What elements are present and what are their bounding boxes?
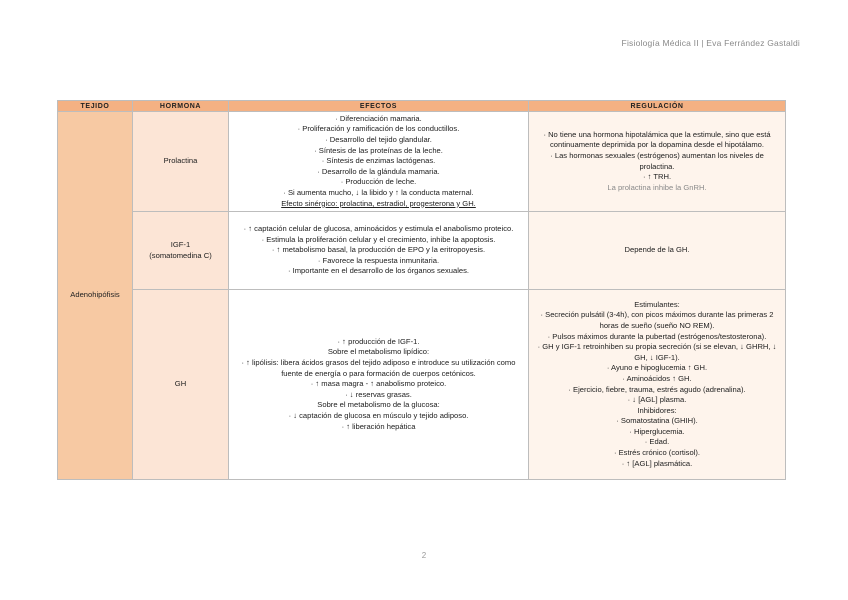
regulacion-line: Depende de la GH. [624,245,690,255]
regulacion-line: · Hiperglucemia. [629,426,685,436]
page-header: Fisiología Médica II | Eva Ferrández Gastaldi [621,38,800,48]
hormona-igf1-alias: (somatomedina C) [149,250,212,260]
regulacion-line: · Ayuno e hipoglucemia ↑ GH. [606,363,708,373]
efecto-line: · Síntesis de las proteínas de la leche. [314,145,443,155]
header-tejido: TEJIDO [58,101,133,112]
efecto-line: · ↓ reservas grasas. [345,389,412,399]
regulacion-line: · Somatostatina (GHIH). [616,416,698,426]
efecto-line: · Estimula la proliferación celular y el crecimiento, inhibe la apoptosis. [261,234,496,244]
regulacion-line: Inhibidores: [637,405,677,415]
table-row-igf1 [58,212,786,290]
efecto-line: · ↑ masa magra - ↑ anabolismo proteico. [310,379,447,389]
regulacion-line: · ↑ TRH. [642,172,672,182]
efecto-line: Sobre el metabolismo de la glucosa: [317,400,440,410]
efectos-prolactina [229,112,529,212]
regulacion-line: · Edad. [644,437,670,447]
regulacion-line: · Aminoácidos ↑ GH. [622,373,692,383]
efecto-line: · ↑ lipólisis: libera ácidos grasos del tejido adiposo e introduce su utilización como fuente de energía o para formación de cuerpos cetónicos. [241,358,516,378]
regulacion-line: · Secreción pulsátil (3-4h), con picos máximos durante las primeras 2 horas de sueño (sueño NO REM). [540,310,774,330]
efecto-line: · Si aumenta mucho, ↓ la libido y ↑ la conducta maternal. [283,187,474,197]
efecto-line: · ↑ liberación hepática [341,421,416,431]
hormona-igf1-name: IGF-1 [170,239,191,249]
efecto-line: · ↑ metabolismo basal, la producción de EPO y la eritropoyesis. [271,245,486,255]
hormona-prolactina: Prolactina [133,112,229,212]
hormona-igf1 [133,212,229,290]
efecto-line: · Diferenciación mamaria. [335,113,422,123]
regulacion-prolactina [529,112,786,212]
header-hormona: HORMONA [133,101,229,112]
regulacion-line: · Pulsos máximos durante la pubertad (estrógenos/testosterona). [547,331,767,341]
tejido-cell: Adenohipófisis [58,112,133,480]
efecto-line: · Desarrollo del tejido glandular. [325,135,432,145]
efecto-line: · Producción de leche. [340,177,417,187]
hormone-table [57,100,786,480]
page-number: 2 [421,551,427,560]
efectos-gh [229,290,529,480]
efecto-line: · ↑ captación celular de glucosa, aminoácidos y estimula el anabolismo proteico. [243,224,514,234]
efecto-line: · Proliferación y ramificación de los conductillos. [297,124,460,134]
regulacion-line: · Ejercicio, fiebre, trauma, estrés agudo (adrenalina). [568,384,746,394]
regulacion-line: · No tiene una hormona hipotalámica que la estimule, sino que está continuamente deprimida por la dopamina desde el hipotálamo. [543,129,771,150]
efecto-line: · Importante en el desarrollo de los órganos sexuales. [287,266,470,276]
efecto-line: · Desarrollo de la glándula mamaria. [317,166,440,176]
efectos-igf1 [229,212,529,290]
efecto-line: · Síntesis de enzimas lactógenas. [321,156,436,166]
table-row-gh [58,290,786,480]
regulacion-line: · ↓ [AGL] plasma. [627,395,687,405]
efecto-line: · ↓ captación de glucosa en músculo y tejido adiposo. [288,410,469,420]
regulacion-gh [529,290,786,480]
table-header-row [58,101,786,112]
efecto-line: · ↑ producción de IGF-1. [337,336,420,346]
header-regulacion: REGULACIÓN [529,101,786,112]
table-row-prolactina [58,112,786,212]
efecto-line: Sobre el metabolismo lipídico: [327,347,430,357]
regulacion-line: La prolactina inhibe la GnRH. [607,182,707,192]
regulacion-line: · Las hormonas sexuales (estrógenos) aumentan los niveles de prolactina. [550,150,764,171]
efecto-line: · Favorece la respuesta inmunitaria. [317,255,440,265]
efecto-sinergico: Efecto sinérgico: prolactina, estradiol, progesterona y GH. [281,198,476,208]
hormona-gh: GH [133,290,229,480]
regulacion-line: · ↑ [AGL] plasmática. [621,458,693,468]
header-efectos: EFECTOS [229,101,529,112]
regulacion-line: · GH y IGF-1 retroinhiben su propia secreción (si se elevan, ↓ GHRH, ↓ GH, ↓ IGF-1). [537,342,777,362]
regulacion-line: · Estrés crónico (cortisol). [613,448,701,458]
regulacion-igf1 [529,212,786,290]
regulacion-line: Estimulantes: [634,299,680,309]
